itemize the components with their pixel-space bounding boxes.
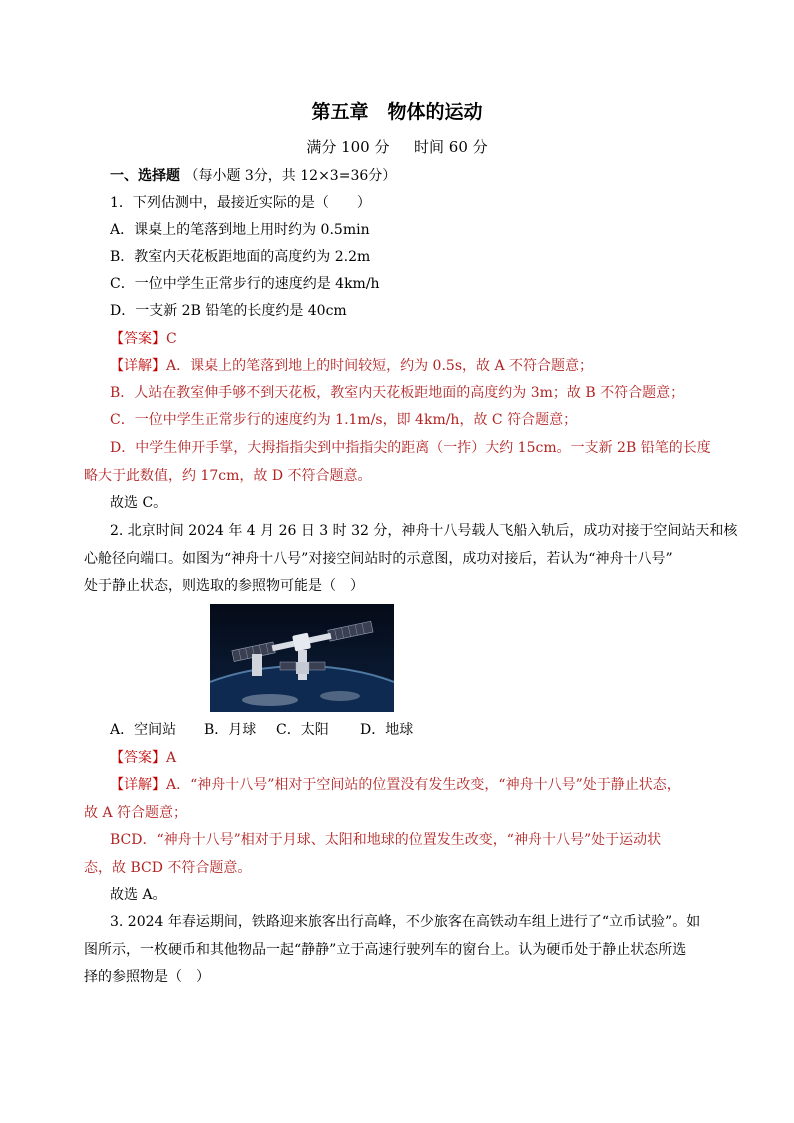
q1-answer-tag: 【答案】 xyxy=(110,331,166,347)
q2-option-d: D．地球 xyxy=(360,722,414,738)
q2-answer: A xyxy=(166,750,177,766)
q3-stem-2: 图所示，一枚硬币和其他物品一起“静静”立于高速行驶列车的窗台上。认为硬币处于静止状态所选 xyxy=(84,942,687,958)
q1-option-d: D．一支新 2B 铅笔的长度约是 40cm xyxy=(110,303,347,319)
q2-stem-2: 心舱径向端口。如图为“神舟十八号”对接空间站时的示意图，成功对接后，若认为“神舟十八号” xyxy=(84,551,673,567)
q2-detail-1: A．“神舟十八号”相对于空间站的位置没有发生改变，“神舟十八号”处于静止状态， xyxy=(166,777,681,793)
q2-stem-3: 处于静止状态，则选取的参照物可能是（ ） xyxy=(84,578,364,594)
q2-detail-4: 态，故 BCD 不符合题意。 xyxy=(84,860,252,876)
q1-answer: C xyxy=(166,331,177,347)
q1-conclusion: 故选 C。 xyxy=(110,495,168,511)
q2-stem-1: 2. 北京时间 2024 年 4 月 26 日 3 时 32 分，神舟十八号载人飞船入轨后，成功对接于空间站天和核 xyxy=(110,523,738,539)
q1-option-b: B．教室内天花板距地面的高度约为 2.2m xyxy=(110,249,371,265)
q1-detail-3: C．一位中学生正常步行的速度约为 1.1m/s，即 4km/h，故 C 符合题意； xyxy=(110,412,578,428)
q3-stem-1: 3. 2024 年春运期间，铁路迎来旅客出行高峰，不少旅客在高铁动车组上进行了“立币试验”。如 xyxy=(110,914,701,930)
space-station-image xyxy=(210,604,394,712)
q2-detail-2: 故 A 符合题意； xyxy=(84,805,188,821)
q1-detail-2: B．人站在教室伸手够不到天花板，教室内天花板距地面的高度约为 3m；故 B 不符合题意； xyxy=(110,385,685,401)
q2-option-b: B．月球 xyxy=(204,722,257,738)
section-heading: 一、选择题 xyxy=(110,168,180,184)
q1-detail-line-1 xyxy=(110,356,593,376)
q2-options xyxy=(110,720,413,740)
section-heading-line xyxy=(110,166,396,186)
q3-stem-3: 择的参照物是（ ） xyxy=(84,969,210,985)
page-subtitle: 满分 100 分 时间 60 分 xyxy=(306,138,488,156)
section-note: （每小题 3分，共 12×3=36分） xyxy=(184,168,397,184)
q2-detail-line-1 xyxy=(110,775,681,795)
q1-detail-5: 略大于此数值，约 17cm，故 D 不符合题意。 xyxy=(84,468,372,484)
page-title: 第五章 物体的运动 xyxy=(311,101,483,123)
q1-detail-1: A．课桌上的笔落到地上的时间较短，约为 0.5s，故 A 不符合题意； xyxy=(166,358,594,374)
q1-option-a: A．课桌上的笔落到地上用时约为 0.5min xyxy=(110,222,370,238)
q2-answer-line xyxy=(110,748,176,768)
q1-detail-tag: 【详解】 xyxy=(110,358,166,374)
q1-stem: 1．下列估测中，最接近实际的是（ ） xyxy=(110,195,371,211)
q2-option-c: C．太阳 xyxy=(276,722,329,738)
q2-conclusion: 故选 A。 xyxy=(110,887,167,903)
q2-detail-tag: 【详解】 xyxy=(110,777,166,793)
q1-option-c: C．一位中学生正常步行的速度约是 4km/h xyxy=(110,276,380,292)
q1-detail-4: D．中学生伸开手掌，大拇指指尖到中指指尖的距离（一拃）大约 15cm。一支新 2B 铅笔的长度 xyxy=(110,440,711,456)
q1-answer-line xyxy=(110,329,177,349)
q2-detail-3: BCD．“神舟十八号”相对于月球、太阳和地球的位置发生改变，“神舟十八号”处于运动状 xyxy=(110,832,662,848)
q2-option-a: A．空间站 xyxy=(110,722,177,738)
q2-answer-tag: 【答案】 xyxy=(110,750,166,766)
